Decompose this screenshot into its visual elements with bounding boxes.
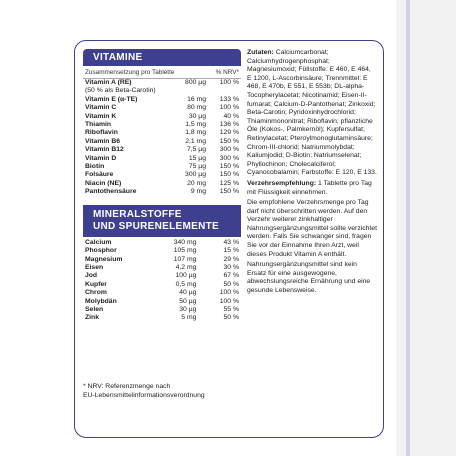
vitamin-row bbox=[83, 87, 241, 95]
vitamin-name: Thiamin bbox=[85, 121, 112, 129]
composition-label: Zusammensetzung pro Tablette bbox=[85, 69, 175, 76]
vitamin-amount: 2,1 mg bbox=[185, 137, 206, 145]
vitamin-amount: 75 µg bbox=[188, 163, 206, 171]
vitamin-nrv: 150 % bbox=[219, 188, 239, 196]
vitamin-row bbox=[83, 163, 241, 171]
ingredients-text: Calciumcarbonat; Calciumhydrogenphosphat; Magnesiumoxid; Füllstoffe: E 460, E 464, E 1200, L-Ascorbinsäure; Trennmittel: E 468, E 470b, E 551, E 553b; DL-alpha-Tocopherylacetat; Nicotinamid; Eisen-II-fumarat; Calcium-D-Pantothenat; Zinkoxid; Beta-Carotin; Pyridoxinhydrochlorid; Thiaminmononitrat; Riboflavin; pflanzliche Öle (Kokos-, Palmkernöl); Kupfersulfat; Retinylacetat; Pteroylmonoglutaminsäure; Chrom-III-chlorid; Natriummolybdat; Kaliumjodid; D-Biotin; Natriumselenat; Phyllochinon; Cholecalciferol; Cyanocobalamin; Farbstoffe: E 120, E 133. bbox=[247, 49, 377, 177]
vitamin-nrv: 100 % bbox=[219, 79, 239, 86]
vitamin-row bbox=[83, 129, 241, 137]
vitamin-amount: 1,5 mg bbox=[185, 121, 206, 129]
mineral-amount: 5 mg bbox=[181, 314, 197, 322]
vitamin-amount: 15 µg bbox=[188, 154, 206, 162]
mineral-row bbox=[83, 272, 241, 280]
vitamin-nrv bbox=[212, 87, 241, 95]
vitamin-row bbox=[83, 171, 241, 179]
vitamin-name: Biotin bbox=[85, 163, 105, 171]
vitamin-nrv: 150 % bbox=[219, 163, 239, 171]
vitamin-name: Vitamin B6 bbox=[85, 137, 121, 145]
vitamin-row bbox=[83, 155, 241, 163]
vitamin-name: Vitamin D bbox=[85, 154, 117, 162]
mineral-name: Molybdän bbox=[85, 297, 117, 305]
vitamin-name: (50 % als Beta-Carotin) bbox=[85, 87, 156, 95]
ingredients-paragraph bbox=[247, 49, 377, 178]
dosage-label: Verzehrsempfehlung: bbox=[247, 179, 317, 187]
info-column bbox=[247, 49, 377, 298]
vitamin-nrv: 300 % bbox=[219, 146, 239, 154]
vitamin-nrv: 129 % bbox=[219, 129, 239, 137]
mineral-amount: 30 µg bbox=[179, 305, 197, 313]
mineral-amount: 50 µg bbox=[179, 297, 197, 305]
minerals-title-1: MINERALSTOFFE bbox=[93, 208, 182, 220]
mineral-amount: 107 mg bbox=[173, 255, 197, 263]
mineral-nrv: 50 % bbox=[223, 314, 239, 322]
vitamin-name: Pantothensäure bbox=[85, 188, 137, 196]
vitamin-row bbox=[83, 180, 241, 188]
minerals-title-2: UND SPURENELEMENTE bbox=[93, 220, 219, 232]
vitamin-row bbox=[83, 96, 241, 104]
vitamin-nrv: 150 % bbox=[219, 137, 239, 145]
footnote bbox=[83, 383, 283, 400]
mineral-nrv: 43 % bbox=[223, 238, 239, 246]
ingredients-label: Zutaten: bbox=[247, 49, 274, 56]
vitamin-row bbox=[83, 121, 241, 129]
vitamin-nrv: 136 % bbox=[219, 121, 239, 129]
mineral-name: Phosphor bbox=[85, 247, 117, 255]
vitamin-nrv: 100 % bbox=[219, 104, 239, 112]
vitamin-row bbox=[83, 146, 241, 154]
nutrition-panel bbox=[74, 40, 384, 438]
mineral-row bbox=[83, 239, 241, 247]
vitamin-amount: 20 mg bbox=[187, 179, 206, 187]
vitamin-row bbox=[83, 138, 241, 146]
vitamin-name: Vitamin A (RE) bbox=[85, 79, 132, 86]
vitamin-amount: 80 mg bbox=[187, 104, 206, 112]
vitamin-nrv: 150 % bbox=[219, 171, 239, 179]
mineral-row bbox=[83, 314, 241, 322]
vitamin-amount bbox=[176, 87, 212, 95]
footnote-line-2: EU-Lebensmittelinformationsverordnung bbox=[83, 391, 205, 399]
mineral-nrv: 100 % bbox=[219, 289, 239, 297]
mineral-amount: 0,5 mg bbox=[175, 280, 197, 288]
vitamin-name: Riboflavin bbox=[85, 129, 118, 137]
mineral-amount: 340 mg bbox=[173, 238, 197, 246]
mineral-name: Selen bbox=[85, 305, 104, 313]
vitamin-nrv: 125 % bbox=[219, 179, 239, 187]
vitamin-name: Vitamin E (α-TE) bbox=[85, 95, 138, 103]
mineral-name: Kupfer bbox=[85, 280, 107, 288]
nrv-label: % NRV* bbox=[215, 69, 239, 76]
mineral-amount: 40 µg bbox=[179, 289, 197, 297]
footnote-line-1: * NRV: Referenzmenge nach bbox=[83, 383, 171, 390]
vitamin-nrv: 300 % bbox=[219, 154, 239, 162]
mineral-name: Jod bbox=[85, 272, 98, 280]
vitamin-nrv: 40 % bbox=[223, 112, 239, 120]
side-decoration bbox=[396, 0, 456, 456]
mineral-amount: 4,2 mg bbox=[175, 263, 197, 271]
vitamin-row bbox=[83, 113, 241, 121]
mineral-row bbox=[83, 298, 241, 306]
vitamin-name: Folsäure bbox=[85, 171, 114, 179]
vitamins-header: VITAMINE bbox=[83, 49, 241, 66]
vitamin-amount: 1,8 mg bbox=[185, 129, 206, 137]
vitamin-amount: 800 µg bbox=[185, 79, 206, 86]
mineral-nrv: 15 % bbox=[223, 247, 239, 255]
warning-paragraph-2: Nahrungsergänzungsmittel sind kein Ersatz für eine ausgewogene, abwechslungsreiche Ernährung und eine gesunde Lebensweise. bbox=[247, 261, 371, 295]
vitamin-amount: 300 µg bbox=[185, 171, 206, 179]
minerals-header bbox=[83, 205, 241, 237]
mineral-nrv: 50 % bbox=[223, 280, 239, 288]
nutrition-table bbox=[83, 49, 241, 323]
vitamin-row bbox=[83, 104, 241, 112]
minerals-table bbox=[83, 239, 241, 323]
mineral-row bbox=[83, 306, 241, 314]
vitamin-name: Niacin (NE) bbox=[85, 179, 122, 187]
mineral-row bbox=[83, 281, 241, 289]
mineral-row bbox=[83, 289, 241, 297]
vitamin-amount: 30 µg bbox=[188, 112, 206, 120]
mineral-nrv: 100 % bbox=[219, 297, 239, 305]
mineral-name: Calcium bbox=[85, 238, 112, 246]
vitamin-name: Vitamin B12 bbox=[85, 146, 124, 154]
mineral-row bbox=[83, 264, 241, 272]
mineral-amount: 100 µg bbox=[175, 272, 197, 280]
vitamin-row bbox=[83, 188, 241, 196]
vitamin-amount: 7,5 µg bbox=[186, 146, 206, 154]
vitamin-name: Vitamin C bbox=[85, 104, 117, 112]
mineral-nrv: 67 % bbox=[223, 272, 239, 280]
mineral-nrv: 29 % bbox=[223, 255, 239, 263]
vitamin-row bbox=[83, 79, 241, 87]
mineral-row bbox=[83, 247, 241, 255]
vitamins-table bbox=[83, 79, 241, 197]
mineral-name: Magnesium bbox=[85, 255, 123, 263]
vitamins-subheader bbox=[83, 66, 241, 79]
dosage-text: 1 Tablette pro Tag mit Flüssigkeit einnehmen. bbox=[247, 179, 372, 196]
warning-paragraph-1: Die empfohlene Verzehrsmenge pro Tag darf nicht überschritten werden. Auf den Verzehr weiterer zinkhaltiger Nahrungsergänzungsmittel sollte verzichtet werden. Falls Sie schwanger sind, fragen Sie vor der Einnahme Ihren Arzt, weil dieses Produkt Vitamin A enthält. bbox=[247, 199, 377, 258]
mineral-nrv: 55 % bbox=[223, 305, 239, 313]
dosage-paragraph bbox=[247, 180, 377, 197]
vitamin-name: Vitamin K bbox=[85, 112, 117, 120]
vitamin-nrv: 133 % bbox=[219, 95, 239, 103]
mineral-name: Zink bbox=[85, 314, 99, 322]
mineral-name: Eisen bbox=[85, 263, 104, 271]
vitamin-amount: 9 mg bbox=[190, 188, 206, 196]
mineral-amount: 105 mg bbox=[173, 247, 197, 255]
vitamin-amount: 16 mg bbox=[187, 95, 206, 103]
mineral-row bbox=[83, 256, 241, 264]
mineral-nrv: 30 % bbox=[223, 263, 239, 271]
mineral-name: Chrom bbox=[85, 289, 107, 297]
